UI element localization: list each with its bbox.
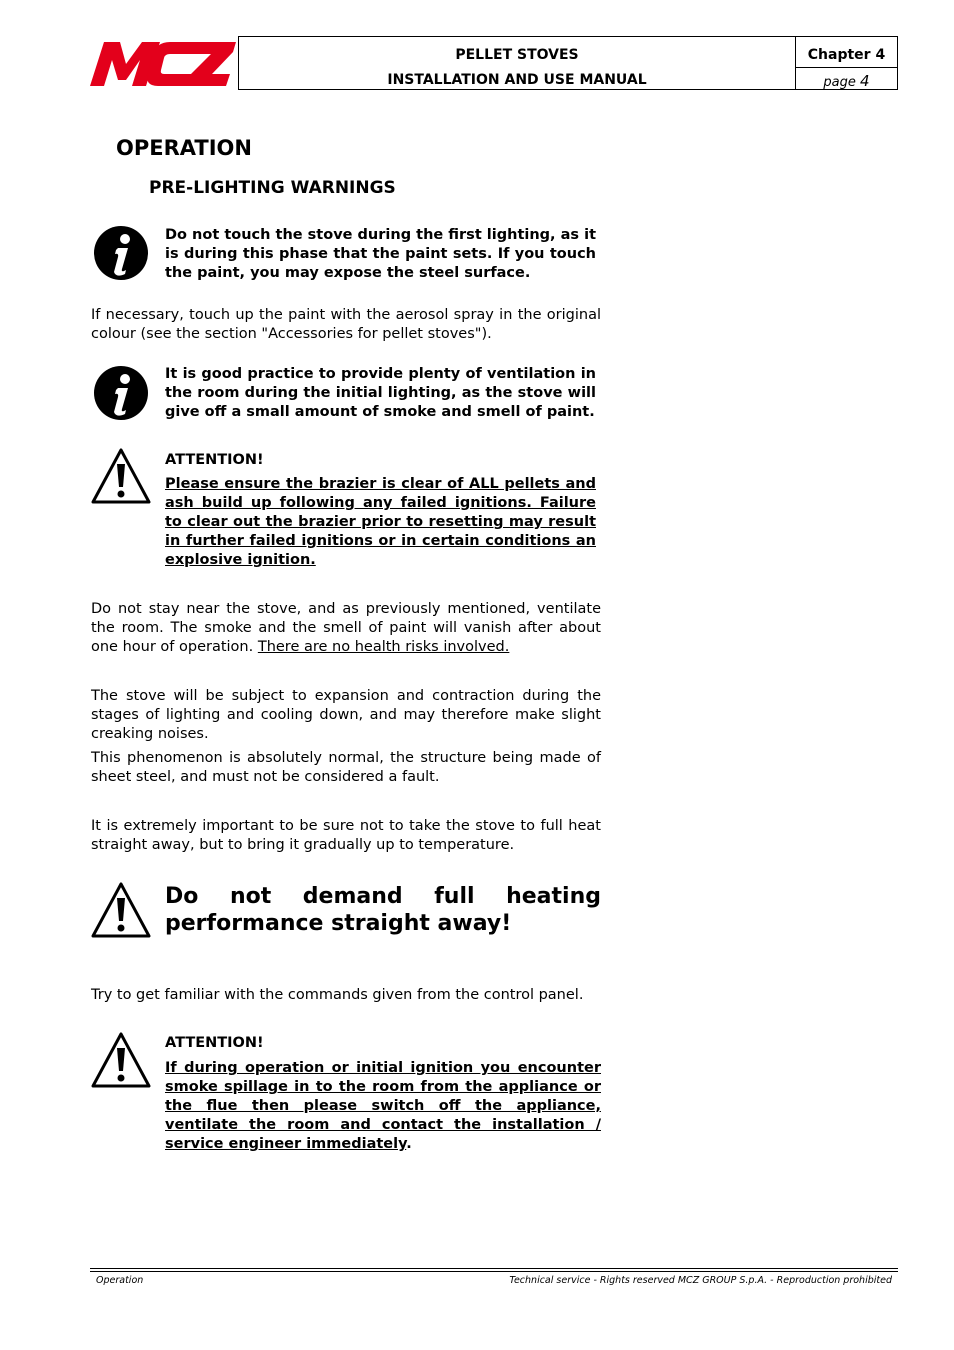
paragraph-control-panel: Try to get familiar with the commands given from the control panel. [91, 987, 584, 1003]
health-risk-note: There are no health risks involved. [257, 639, 510, 655]
info-icon [92, 364, 150, 422]
footer-rule [90, 1268, 898, 1269]
footer-rights: Technical service - Rights reserved MCZ GROUP S.p.A. - Reproduction prohibited [509, 1275, 892, 1286]
warning-icon [90, 447, 148, 505]
header-chapter: Chapter 4 [807, 47, 886, 63]
paragraph-normal: This phenomenon is absolutely normal, the structure being made of sheet steel, and must not be considered a fault. [91, 750, 601, 785]
big-warning: Do not demand full heating performance straight away! [165, 884, 601, 936]
subsection-title: PRE-LIGHTING WARNINGS [149, 178, 396, 198]
attention-text-2: If during operation or initial ignition you encounter smoke spillage in to the room from the appliance or the flue then please switch off the appliance, ventilate the room and contact the installation / service engineer immediately. [165, 1060, 601, 1152]
warning-icon [90, 881, 148, 939]
warning-icon [90, 1031, 148, 1089]
footer-section: Operation [96, 1275, 144, 1286]
paragraph-expansion: The stove will be subject to expansion and contraction during the stages of lighting and cooling down, and may therefore make slight creaking noises. [91, 688, 601, 742]
header-title-line1: PELLET STOVES [455, 47, 579, 63]
info-note-2: It is good practice to provide plenty of ventilation in the room during the initial lighting, as the stove will give off a small amount of smoke and smell of paint. [165, 366, 596, 420]
section-title: OPERATION [116, 136, 252, 160]
attention-text-1: Please ensure the brazier is clear of ALL pellets and ash build up following any failed ignitions. Failure to clear out the brazier prior to resetting may result in further failed ignitions or in certain conditions an explosive ignition. [165, 476, 596, 568]
attention-label-1: ATTENTION! [165, 452, 264, 468]
info-note-1: Do not touch the stove during the first lighting, as it is during this phase that the paint sets. If you touch the paint, you may expose the steel surface. [165, 227, 596, 281]
attention-label-2: ATTENTION! [165, 1035, 264, 1051]
paragraph-touch-up: If necessary, touch up the paint with the aerosol spray in the original colour (see the section "Accessories for pellet stoves"). [91, 307, 601, 342]
paragraph-gradual-heat: It is extremely important to be sure not to take the stove to full heat straight away, but to bring it gradually up to temperature. [91, 818, 601, 853]
paragraph-ventilate: Do not stay near the stove, and as previously mentioned, ventilate the room. The smoke and the smell of paint will vanish after about one hour of operation. There are no health risks involved. [91, 601, 601, 655]
info-icon [92, 224, 150, 282]
header-page: page 4 [823, 72, 870, 90]
header-title-line2: INSTALLATION AND USE MANUAL [387, 72, 647, 88]
footer-rule [90, 1271, 898, 1272]
mcz-logo [90, 40, 236, 88]
